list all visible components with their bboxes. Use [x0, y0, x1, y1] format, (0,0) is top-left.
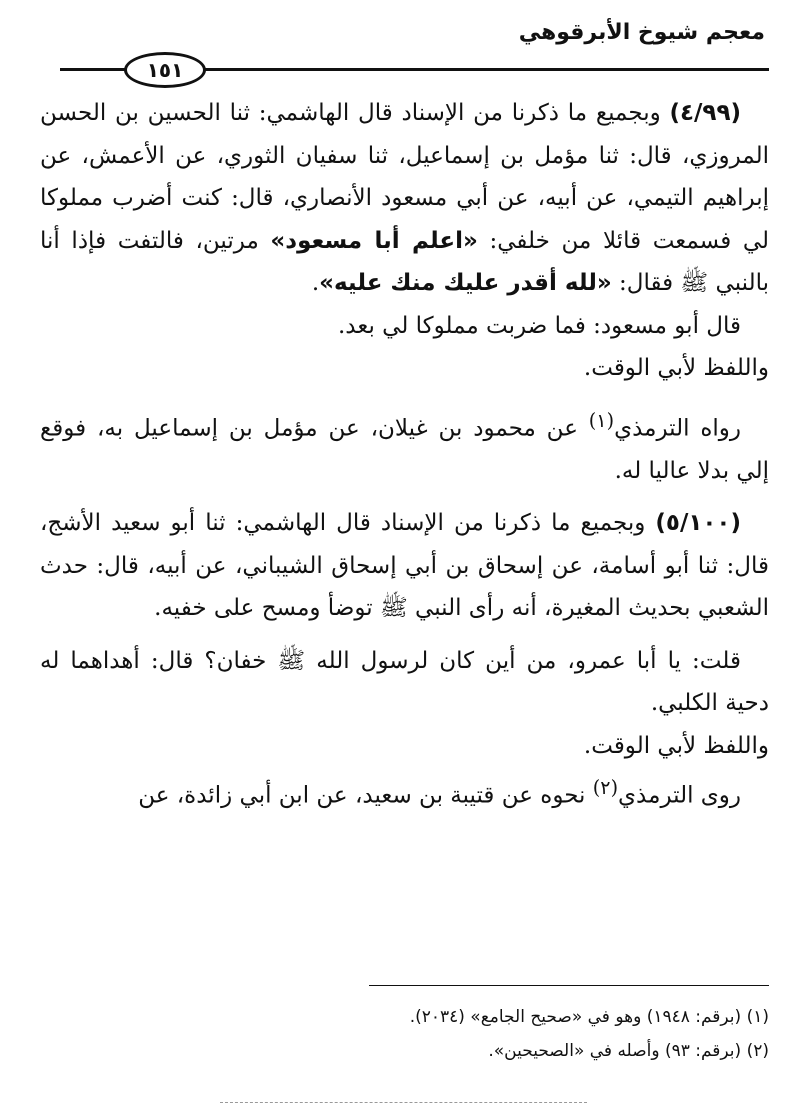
tirmidhi-1-rest: عن محمود بن غيلان، عن مؤمل بن إسماعيل به، فوقع إلي بدلا عاليا له. — [40, 415, 769, 484]
footnotes — [40, 1000, 769, 1068]
page-header — [0, 0, 807, 90]
main-text — [40, 92, 769, 817]
hadith-99-paragraph — [40, 92, 769, 305]
tirmidhi-paragraph-1 — [40, 400, 769, 493]
tirmidhi-1-lead: رواه الترمذي — [614, 415, 742, 442]
tirmidhi-paragraph-2 — [40, 767, 769, 817]
hadith-99-end: . — [311, 270, 320, 296]
hadith-99-text-2: مرتين، فالتفت فإذا أنا بالنبي ﷺ فقال: — [40, 227, 769, 296]
hadith-99-text: وبجميع ما ذكرنا من الإسناد قال الهاشمي: ثنا الحسين بن الحسن المروزي، قال: ثنا مؤمل بن إسماعيل، ثنا سفيان الثوري، عن الأعمش، عن إبراهيم التيمي، عن أبيه، عن أبي مسعود الأنصاري، قال: كنت أضرب مملوكا لي فسمعت قائلا من خلفي: — [40, 100, 770, 254]
lafz-note-2: واللفظ لأبي الوقت. — [583, 732, 769, 759]
qultu-paragraph: قلت: يا أبا عمرو، من أين كان لرسول الله ﷺ خفان؟ قال: أهداهما له دحية الكلبي. — [40, 647, 769, 717]
hadith-99-number: (٤/٩٩) — [669, 100, 741, 126]
footnote-2: (٢) (برقم: ٩٣) وأصله في «الصحيحين». — [488, 1041, 769, 1061]
hadith-100-text: وبجميع ما ذكرنا من الإسناد قال الهاشمي: ثنا أبو سعيد الأشج، قال: ثنا أبو أسامة، عن إسحاق بن أبي إسحاق الشيباني، عن أبيه، قال: حدث الشعبي بحديث المغيرة، أنه رأى النبي ﷺ توضأ ومسح على خفيه. — [40, 510, 769, 622]
tirmidhi-2-rest: نحوه عن قتيبة بن سعيد، عن ابن أبي زائدة، عن — [138, 782, 586, 809]
hadith-99-quote-2: «لله أقدر عليك منك عليه» — [319, 270, 612, 296]
footnote-ref-1: (١) — [588, 408, 615, 432]
running-title: معجم شيوخ الأبرقوهي — [518, 20, 765, 45]
hadith-100-number: (٥/١٠٠) — [655, 510, 741, 537]
lafz-note-1: واللفظ لأبي الوقت. — [583, 355, 769, 381]
footnote-separator — [369, 985, 769, 986]
abu-masud-paragraph: قال أبو مسعود: فما ضربت مملوكا لي بعد. — [337, 312, 741, 339]
hadith-100-paragraph — [40, 502, 769, 630]
footnote-1: (١) (برقم: ١٩٤٨) وهو في «صحيح الجامع» (٢٠٣٤). — [409, 1007, 769, 1027]
hadith-99-quote-1: «اعلم أبا مسعود» — [270, 227, 478, 254]
footnote-ref-2: (٢) — [592, 776, 619, 800]
tirmidhi-2-lead: روى الترمذي — [618, 782, 741, 809]
page-number: ١٥١ — [124, 52, 206, 88]
bottom-scan-marks — [220, 1102, 587, 1103]
